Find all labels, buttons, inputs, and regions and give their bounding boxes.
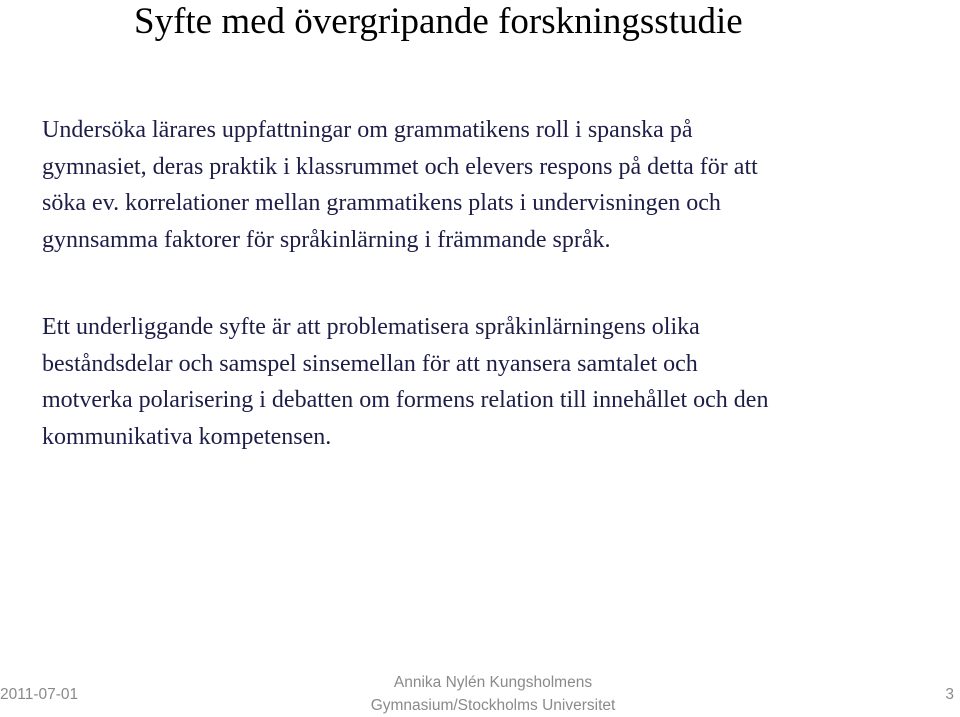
paragraph-line: kommunikativa kompetensen.: [42, 423, 332, 450]
paragraph-line: gymnasiet, deras praktik i klassrummet och elevers respons på detta för att: [42, 153, 758, 180]
paragraph-line: söka ev. korrelationer mellan grammatikens plats i undervisningen och: [42, 190, 721, 216]
footer-author-line: Annika Nylén Kungsholmens: [393, 674, 593, 691]
paragraph-line: Ett underliggande syfte är att problematisera språkinlärningens olika: [42, 314, 700, 340]
paragraph-line: Undersöka lärares uppfattningar om grammatikens roll i spanska på: [42, 117, 693, 143]
footer-date: 2011-07-01: [0, 686, 79, 703]
paragraph-line: beståndsdelar och samspel sinsemellan för att nyansera samtalet och: [42, 350, 698, 377]
slide-title: Syfte med övergripande forskningsstudie: [134, 1, 743, 42]
slide-number: 3: [945, 686, 954, 703]
paragraph-line: gynnsamma faktorer för språkinlärning i främmande språk.: [42, 226, 611, 253]
paragraph-purpose: [42, 112, 957, 258]
footer-author-line: Gymnasium/Stockholms Universitet: [370, 697, 616, 714]
paragraph-underlying-purpose: [42, 309, 957, 455]
footer-author: [350, 671, 636, 717]
paragraph-line: motverka polarisering i debatten om formens relation till innehållet och den: [42, 387, 769, 413]
